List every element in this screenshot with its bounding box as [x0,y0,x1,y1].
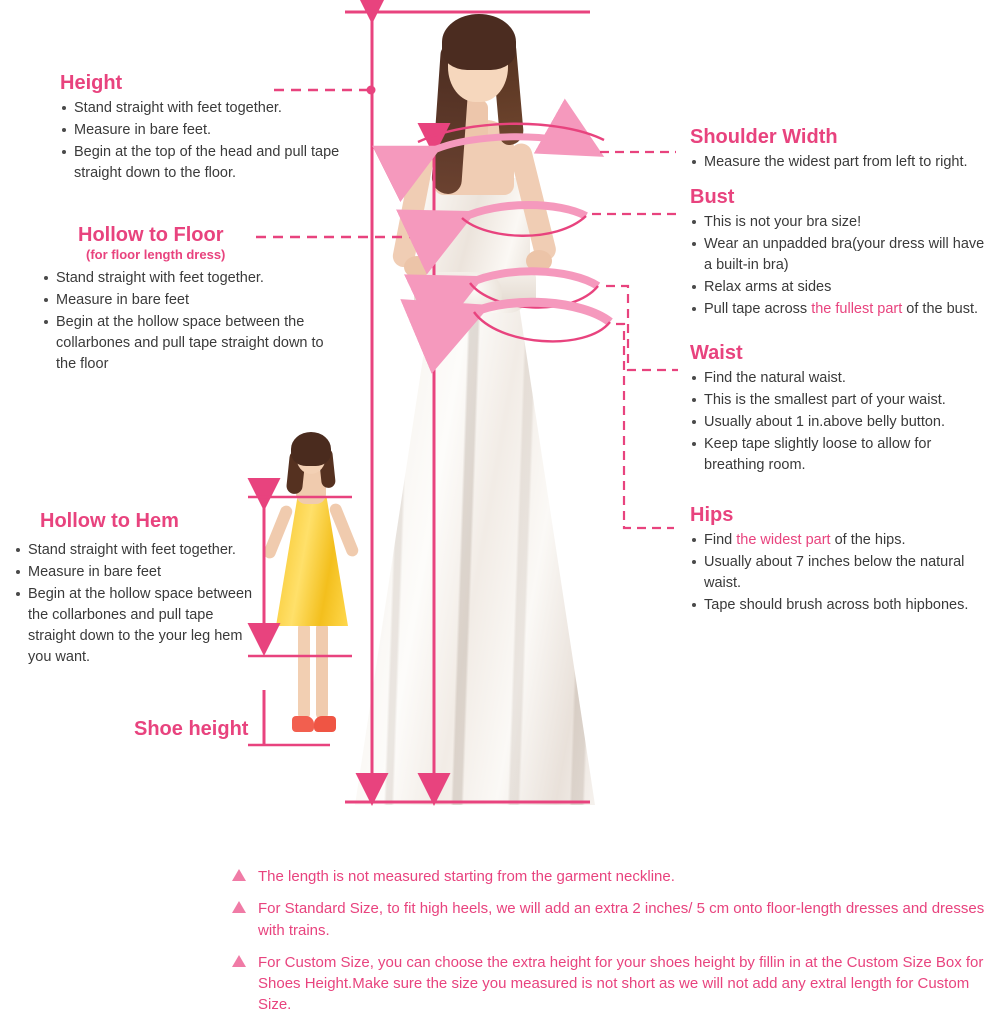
waist-heading: Waist [690,342,743,364]
hips-highlight: the widest part [736,532,831,548]
bust-section [690,186,995,321]
list-item: This is the smallest part of your waist. [690,390,995,411]
list-item: Relax arms at sides [690,277,995,298]
list-item: Find the natural waist. [690,368,995,389]
note-item [232,866,992,887]
hips-section [690,504,995,617]
note-text: For Custom Size, you can choose the extra height for your shoes height by fillin in at the Custom Size Box for Shoes Height.Make sure the size you measured is not short as we will not add any extral length for Custom Size. [258,953,984,1014]
bust-arrow [462,205,586,236]
hollow-to-floor-subheading: (for floor length dress) [86,247,226,262]
hips-leader-line [616,324,674,528]
shoe-height-heading: Shoe height [134,718,249,740]
list-item-bust-fullest [690,299,995,320]
list-item: Usually about 7 inches below the natural waist. [690,552,995,594]
note-item [232,898,992,941]
hollow-to-hem-bullets [14,540,264,668]
list-item: Measure in bare feet. [60,120,360,141]
list-item-hips-widest [690,530,995,551]
list-item: Measure the widest part from left to right. [690,152,995,173]
list-item: Measure in bare feet [42,290,342,311]
list-item: Measure in bare feet [14,562,264,583]
warning-triangle-icon [232,901,246,913]
shoe-height-arrow [248,690,330,745]
hips-post: of the hips. [830,532,906,548]
list-item: Usually about 1 in.above belly button. [690,412,995,433]
hollow-to-hem-section [14,510,264,669]
list-item: Wear an unpadded bra(your dress will have a built-in bra) [690,234,995,276]
list-item: Begin at the top of the head and pull tape straight down to the floor. [60,142,360,184]
note-text: For Standard Size, to fit high heels, we will add an extra 2 inches/ 5 cm onto floor-length dresses and dresses with trains. [258,900,985,939]
note-text: The length is not measured starting from the garment neckline. [258,868,675,885]
hollow-to-hem-heading: Hollow to Hem [40,510,179,532]
shoulder-width-section [690,126,995,174]
warning-triangle-icon [232,869,246,881]
waist-bullets [690,368,995,476]
hollow-to-floor-heading: Hollow to Floor [78,224,224,246]
hollow-to-floor-bullets [42,268,342,375]
warning-triangle-icon [232,955,246,967]
list-item: Tape should brush across both hipbones. [690,595,995,616]
bust-bullets [690,212,995,320]
shoulder-width-heading: Shoulder Width [690,126,838,148]
height-bullets [60,98,360,184]
shoulder-width-arrow [418,124,604,152]
bust-highlight: the fullest part [811,301,903,318]
note-item [232,952,992,1016]
list-item: Stand straight with feet together. [42,268,342,289]
bust-post: of the bust. [902,301,979,318]
hips-bullets [690,530,995,616]
shoulder-width-bullets [690,152,995,173]
shoe-height-section [134,718,248,740]
height-heading: Height [60,72,123,94]
hollow-to-floor-section [42,224,342,376]
list-item: Stand straight with feet together. [14,540,264,561]
hips-pre: Find [704,532,737,548]
bust-pre: Pull tape across [704,301,812,318]
waist-leader-line [606,286,678,370]
list-item: Keep tape slightly loose to allow for breathing room. [690,434,995,476]
notes-section [232,866,992,1027]
list-item: Begin at the hollow space between the collarbones and pull tape straight down to the floor [42,312,342,375]
bust-heading: Bust [690,186,735,208]
list-item: This is not your bra size! [690,212,995,233]
height-measure-arrow [345,12,590,802]
hips-heading: Hips [690,504,734,526]
height-section [60,72,360,185]
list-item: Stand straight with feet together. [60,98,360,119]
list-item: Begin at the hollow space between the collarbones and pull tape straight down to the your leg hem you want. [14,584,264,668]
waist-section [690,342,995,477]
